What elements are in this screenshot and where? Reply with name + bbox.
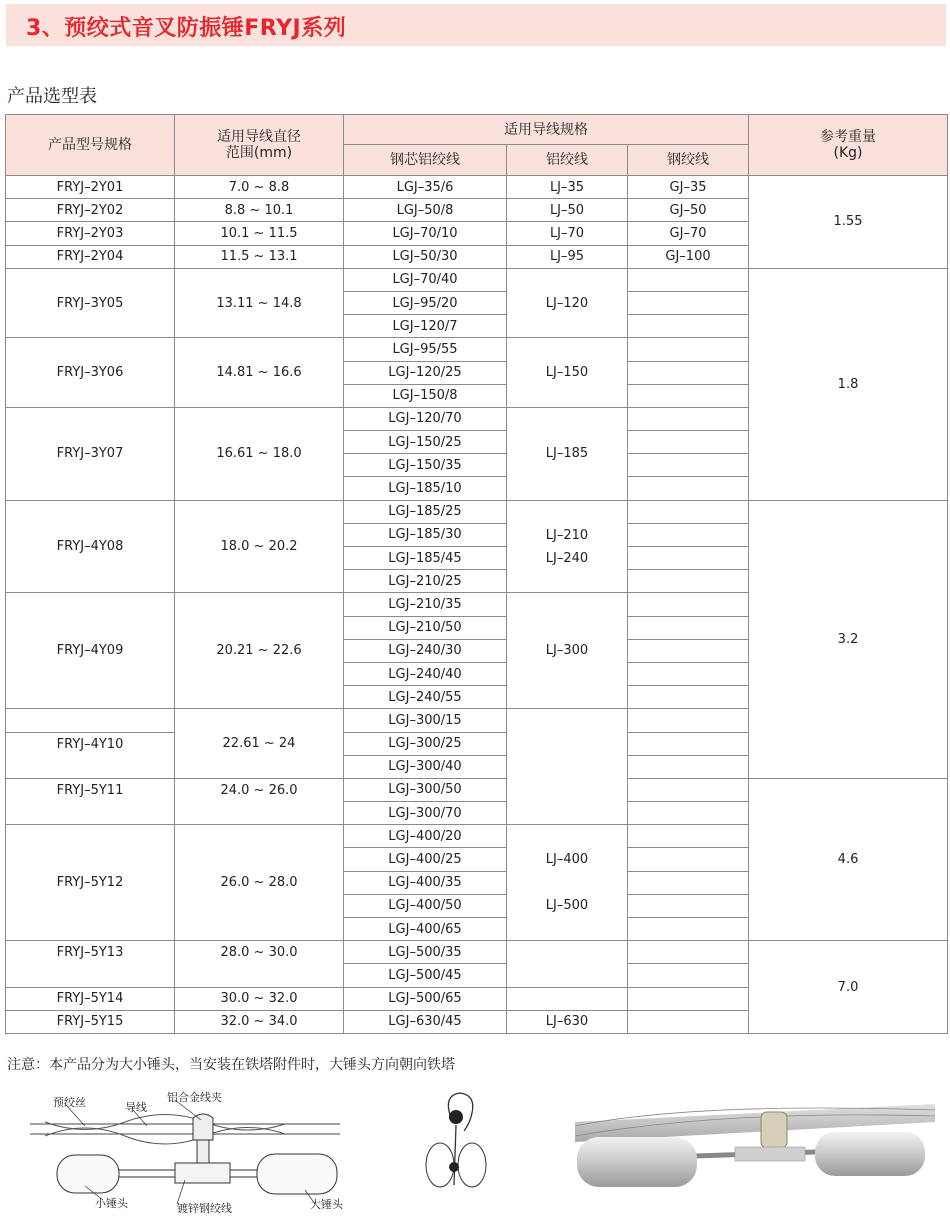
acsr-cell: LGJ–240/55 (344, 686, 507, 709)
model-cell: FRYJ–5Y11 (6, 778, 175, 824)
aluminum-cell (507, 987, 628, 1010)
model-cell: FRYJ–4Y10 (6, 732, 175, 778)
range-cell: 22.61 ~ 24 (175, 709, 344, 779)
steel-cell (628, 964, 749, 987)
page-title: 3、预绞式音叉防振锤FRYJ系列 (26, 16, 347, 41)
model-cell-blank (6, 709, 175, 732)
damper-diagram (25, 1082, 345, 1222)
aluminum-cell (507, 825, 628, 941)
range-cell: 26.0 ~ 28.0 (175, 825, 344, 941)
acsr-cell: LGJ–300/40 (344, 755, 507, 778)
range-cell: 11.5 ~ 13.1 (175, 245, 344, 268)
aluminum-cell: LJ–35 (507, 176, 628, 199)
side-view-drawing (418, 1085, 498, 1220)
damper-photo (575, 1092, 935, 1222)
table-row (6, 176, 948, 199)
acsr-cell: LGJ–500/35 (344, 941, 507, 964)
steel-cell (628, 755, 749, 778)
acsr-cell: LGJ–120/70 (344, 407, 507, 430)
aluminum-cell: LJ–120 (507, 268, 628, 338)
steel-cell (628, 987, 749, 1010)
acsr-cell: LGJ–630/45 (344, 1010, 507, 1033)
installation-note: 注意：本产品分为大小锤头，当安装在铁塔附件时，大锤头方向朝向铁塔 (7, 1057, 455, 1073)
acsr-cell: LGJ–400/25 (344, 848, 507, 871)
label-conductor: 导线 (125, 1101, 147, 1114)
header-weight-line1: 参考重量 (820, 129, 877, 145)
acsr-cell: LGJ–300/50 (344, 778, 507, 801)
steel-cell (628, 732, 749, 755)
model-cell: FRYJ–5Y14 (6, 987, 175, 1010)
range-cell: 16.61 ~ 18.0 (175, 407, 344, 500)
steel-cell (628, 477, 749, 500)
aluminum-cell (507, 709, 628, 825)
header-diameter-line2: 范围(mm) (225, 145, 293, 161)
aluminum-cell (507, 941, 628, 987)
acsr-cell: LGJ–210/50 (344, 616, 507, 639)
table-row (6, 941, 948, 964)
acsr-cell: LGJ–50/30 (344, 245, 507, 268)
steel-cell (628, 778, 749, 801)
acsr-cell: LGJ–150/35 (344, 454, 507, 477)
steel-cell (628, 454, 749, 477)
table-row (6, 778, 948, 801)
header-model: 产品型号规格 (6, 115, 175, 176)
range-cell: 8.8 ~ 10.1 (175, 199, 344, 222)
aluminum-line1: LJ–400 (545, 852, 589, 868)
aluminum-cell (507, 500, 628, 593)
acsr-cell: LGJ–185/10 (344, 477, 507, 500)
label-large-head: 大锤头 (310, 1198, 343, 1211)
aluminum-cell: LJ–630 (507, 1010, 628, 1033)
header-diameter-line1: 适用导线直径 (217, 129, 301, 145)
acsr-cell: LGJ–300/15 (344, 709, 507, 732)
model-cell: FRYJ–2Y02 (6, 199, 175, 222)
steel-cell (628, 361, 749, 384)
aluminum-cell: LJ–50 (507, 199, 628, 222)
steel-cell (628, 523, 749, 546)
steel-cell (628, 407, 749, 430)
model-cell: FRYJ–2Y03 (6, 222, 175, 245)
range-cell: 28.0 ~ 30.0 (175, 941, 344, 987)
steel-cell: GJ–100 (628, 245, 749, 268)
acsr-cell: LGJ–95/55 (344, 338, 507, 361)
steel-cell (628, 848, 749, 871)
steel-cell (628, 315, 749, 338)
range-cell: 13.11 ~ 14.8 (175, 268, 344, 338)
damper-side-view (418, 1085, 498, 1220)
acsr-cell: LGJ–240/40 (344, 662, 507, 685)
acsr-cell: LGJ–300/25 (344, 732, 507, 755)
header-diameter (175, 115, 344, 176)
acsr-cell: LGJ–70/10 (344, 222, 507, 245)
range-cell: 20.21 ~ 22.6 (175, 593, 344, 709)
steel-cell (628, 616, 749, 639)
range-cell: 18.0 ~ 20.2 (175, 500, 344, 593)
weight-cell: 1.8 (749, 268, 948, 500)
acsr-cell: LGJ–185/45 (344, 547, 507, 570)
steel-cell (628, 802, 749, 825)
steel-cell: GJ–35 (628, 176, 749, 199)
aluminum-line1: LJ–210 (545, 527, 589, 543)
model-cell: FRYJ–3Y05 (6, 268, 175, 338)
steel-cell (628, 384, 749, 407)
steel-cell (628, 871, 749, 894)
acsr-cell: LGJ–120/25 (344, 361, 507, 384)
header-weight-line2: (Kg) (833, 145, 863, 161)
aluminum-cell: LJ–70 (507, 222, 628, 245)
header-conductor-group: 适用导线规格 (344, 115, 749, 145)
acsr-cell: LGJ–300/70 (344, 802, 507, 825)
label-small-head: 小锤头 (95, 1197, 128, 1210)
aluminum-cell: LJ–185 (507, 407, 628, 500)
acsr-cell: LGJ–120/7 (344, 315, 507, 338)
acsr-cell: LGJ–400/50 (344, 894, 507, 917)
header-steel: 钢绞线 (628, 145, 749, 176)
model-cell: FRYJ–4Y09 (6, 593, 175, 709)
steel-cell (628, 593, 749, 616)
acsr-cell: LGJ–210/25 (344, 570, 507, 593)
model-cell: FRYJ–2Y04 (6, 245, 175, 268)
acsr-cell: LGJ–185/30 (344, 523, 507, 546)
steel-cell (628, 570, 749, 593)
table-row (6, 500, 948, 523)
range-cell: 24.0 ~ 26.0 (175, 778, 344, 824)
steel-cell: GJ–70 (628, 222, 749, 245)
acsr-cell: LGJ–70/40 (344, 268, 507, 291)
model-cell: FRYJ–2Y01 (6, 176, 175, 199)
aluminum-cell: LJ–95 (507, 245, 628, 268)
acsr-cell: LGJ–150/25 (344, 431, 507, 454)
acsr-cell: LGJ–185/25 (344, 500, 507, 523)
table-row (6, 268, 948, 291)
steel-cell (628, 500, 749, 523)
acsr-cell: LGJ–500/65 (344, 987, 507, 1010)
steel-cell (628, 1010, 749, 1033)
model-cell: FRYJ–3Y07 (6, 407, 175, 500)
steel-cell (628, 431, 749, 454)
section-subtitle: 产品选型表 (7, 86, 97, 107)
range-cell: 32.0 ~ 34.0 (175, 1010, 344, 1033)
weight-cell: 1.55 (749, 176, 948, 269)
steel-cell (628, 709, 749, 732)
header-weight (749, 115, 948, 176)
aluminum-cell: LJ–300 (507, 593, 628, 709)
model-cell: FRYJ–5Y12 (6, 825, 175, 941)
acsr-cell: LGJ–210/35 (344, 593, 507, 616)
steel-cell (628, 918, 749, 941)
steel-cell (628, 894, 749, 917)
label-preformed-rod: 预绞丝 (53, 1096, 86, 1109)
aluminum-cell: LJ–150 (507, 338, 628, 408)
model-cell: FRYJ–5Y15 (6, 1010, 175, 1033)
acsr-cell: LGJ–400/20 (344, 825, 507, 848)
aluminum-line2: LJ–500 (545, 898, 589, 914)
acsr-cell: LGJ–400/35 (344, 871, 507, 894)
header-aluminum: 铝绞线 (507, 145, 628, 176)
acsr-cell: LGJ–400/65 (344, 918, 507, 941)
range-cell: 7.0 ~ 8.8 (175, 176, 344, 199)
range-cell: 30.0 ~ 32.0 (175, 987, 344, 1010)
steel-cell (628, 268, 749, 291)
weight-cell: 7.0 (749, 941, 948, 1034)
title-banner (6, 4, 946, 46)
weight-cell: 4.6 (749, 778, 948, 940)
steel-cell (628, 662, 749, 685)
steel-cell: GJ–50 (628, 199, 749, 222)
header-acsr: 钢芯铝绞线 (344, 145, 507, 176)
steel-cell (628, 338, 749, 361)
label-clamp: 铝合金线夹 (167, 1091, 222, 1104)
steel-cell (628, 547, 749, 570)
acsr-cell: LGJ–150/8 (344, 384, 507, 407)
steel-cell (628, 825, 749, 848)
steel-cell (628, 291, 749, 314)
model-cell: FRYJ–4Y08 (6, 500, 175, 593)
model-cell: FRYJ–3Y06 (6, 338, 175, 408)
acsr-cell: LGJ–95/20 (344, 291, 507, 314)
acsr-cell: LGJ–500/45 (344, 964, 507, 987)
steel-cell (628, 639, 749, 662)
label-steel-strand: 镀锌钢绞线 (177, 1202, 232, 1215)
weight-cell: 3.2 (749, 500, 948, 778)
aluminum-line2: LJ–240 (545, 550, 589, 566)
damper-photo-illustration (575, 1092, 935, 1222)
acsr-cell: LGJ–240/30 (344, 639, 507, 662)
steel-cell (628, 941, 749, 964)
acsr-cell: LGJ–35/6 (344, 176, 507, 199)
selection-table (5, 114, 948, 1034)
range-cell: 10.1 ~ 11.5 (175, 222, 344, 245)
acsr-cell: LGJ–50/8 (344, 199, 507, 222)
model-cell: FRYJ–5Y13 (6, 941, 175, 987)
steel-cell (628, 686, 749, 709)
range-cell: 14.81 ~ 16.6 (175, 338, 344, 408)
